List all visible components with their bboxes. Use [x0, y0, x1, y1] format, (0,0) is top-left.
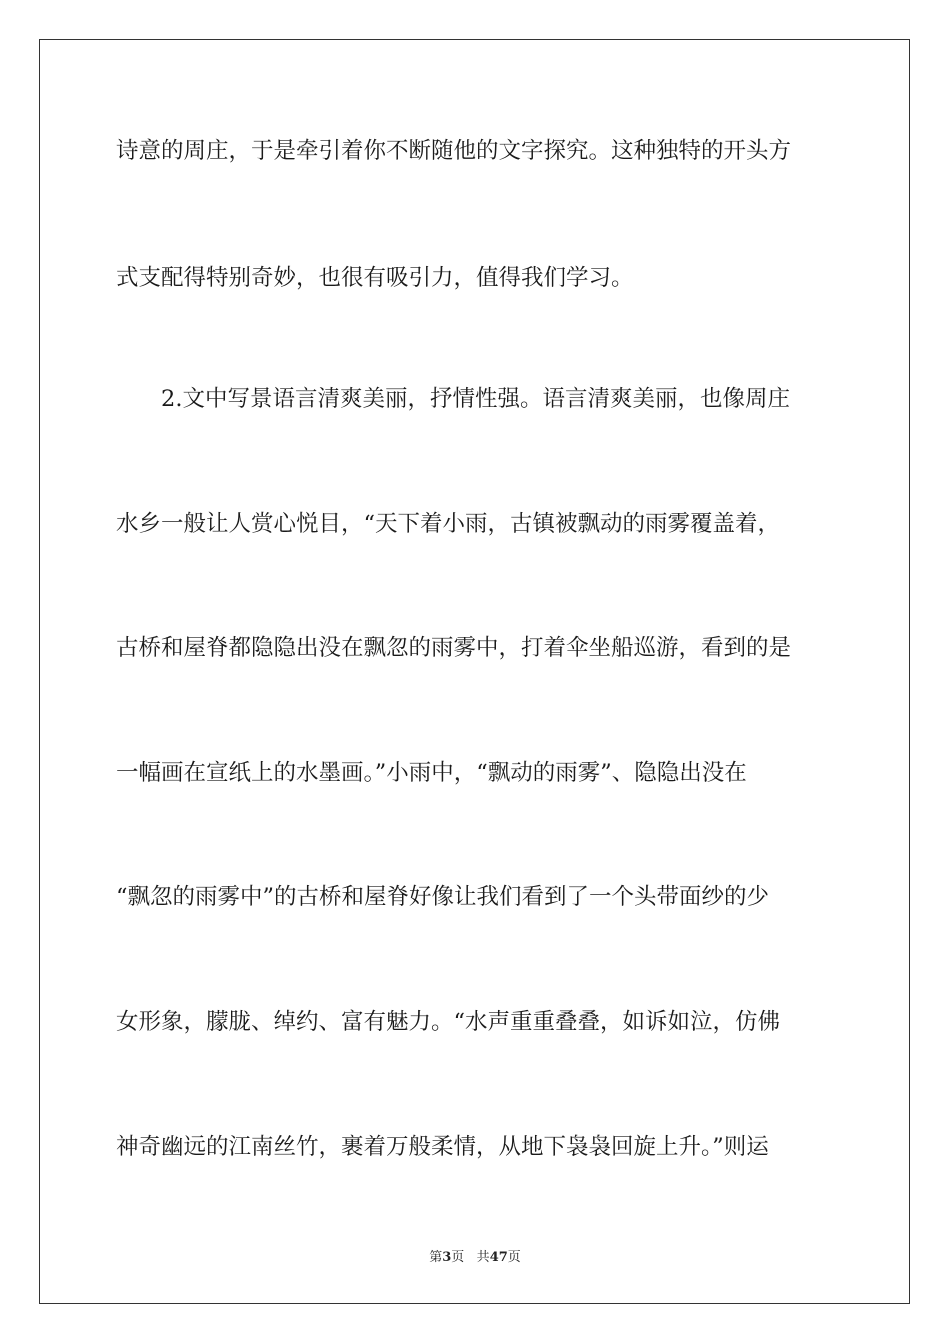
page-border — [39, 39, 910, 1304]
total-label-suffix: 页 — [507, 1250, 521, 1265]
page-label-prefix: 第 — [429, 1250, 443, 1265]
page-number: 3 — [442, 1250, 452, 1265]
text-line-1: 诗意的周庄，于是牵引着你不断随他的文字探究。这种独特的开头方 — [116, 138, 792, 164]
total-pages: 47 — [489, 1250, 508, 1265]
total-label-prefix: 共 — [476, 1250, 490, 1265]
page-footer — [0, 1250, 950, 1266]
text-line-9: 神奇幽远的江南丝竹，裹着万般柔情，从地下袅袅回旋上升。”则运 — [116, 1134, 769, 1160]
text-line-8: 女形象，朦胧、绰约、富有魅力。“水声重重叠叠，如诉如泣，仿佛 — [116, 1009, 781, 1035]
text-line-7: “飘忽的雨雾中”的古桥和屋脊好像让我们看到了一个头带面纱的少 — [116, 884, 770, 910]
text-line-3: 2.文中写景语言清爽美丽，抒情性强。语言清爽美丽，也像周庄 — [116, 386, 790, 412]
text-line-6: 一幅画在宣纸上的水墨画。”小雨中，“飘动的雨雾”、隐隐出没在 — [116, 760, 747, 786]
text-line-4: 水乡一般让人赏心悦目，“天下着小雨，古镇被飘动的雨雾覆盖着， — [116, 511, 781, 537]
text-line-2: 式支配得特别奇妙，也很有吸引力，值得我们学习。 — [116, 265, 634, 291]
text-line-5: 古桥和屋脊都隐隐出没在飘忽的雨雾中，打着伞坐船巡游，看到的是 — [116, 635, 792, 661]
page-label-suffix: 页 — [451, 1250, 465, 1265]
